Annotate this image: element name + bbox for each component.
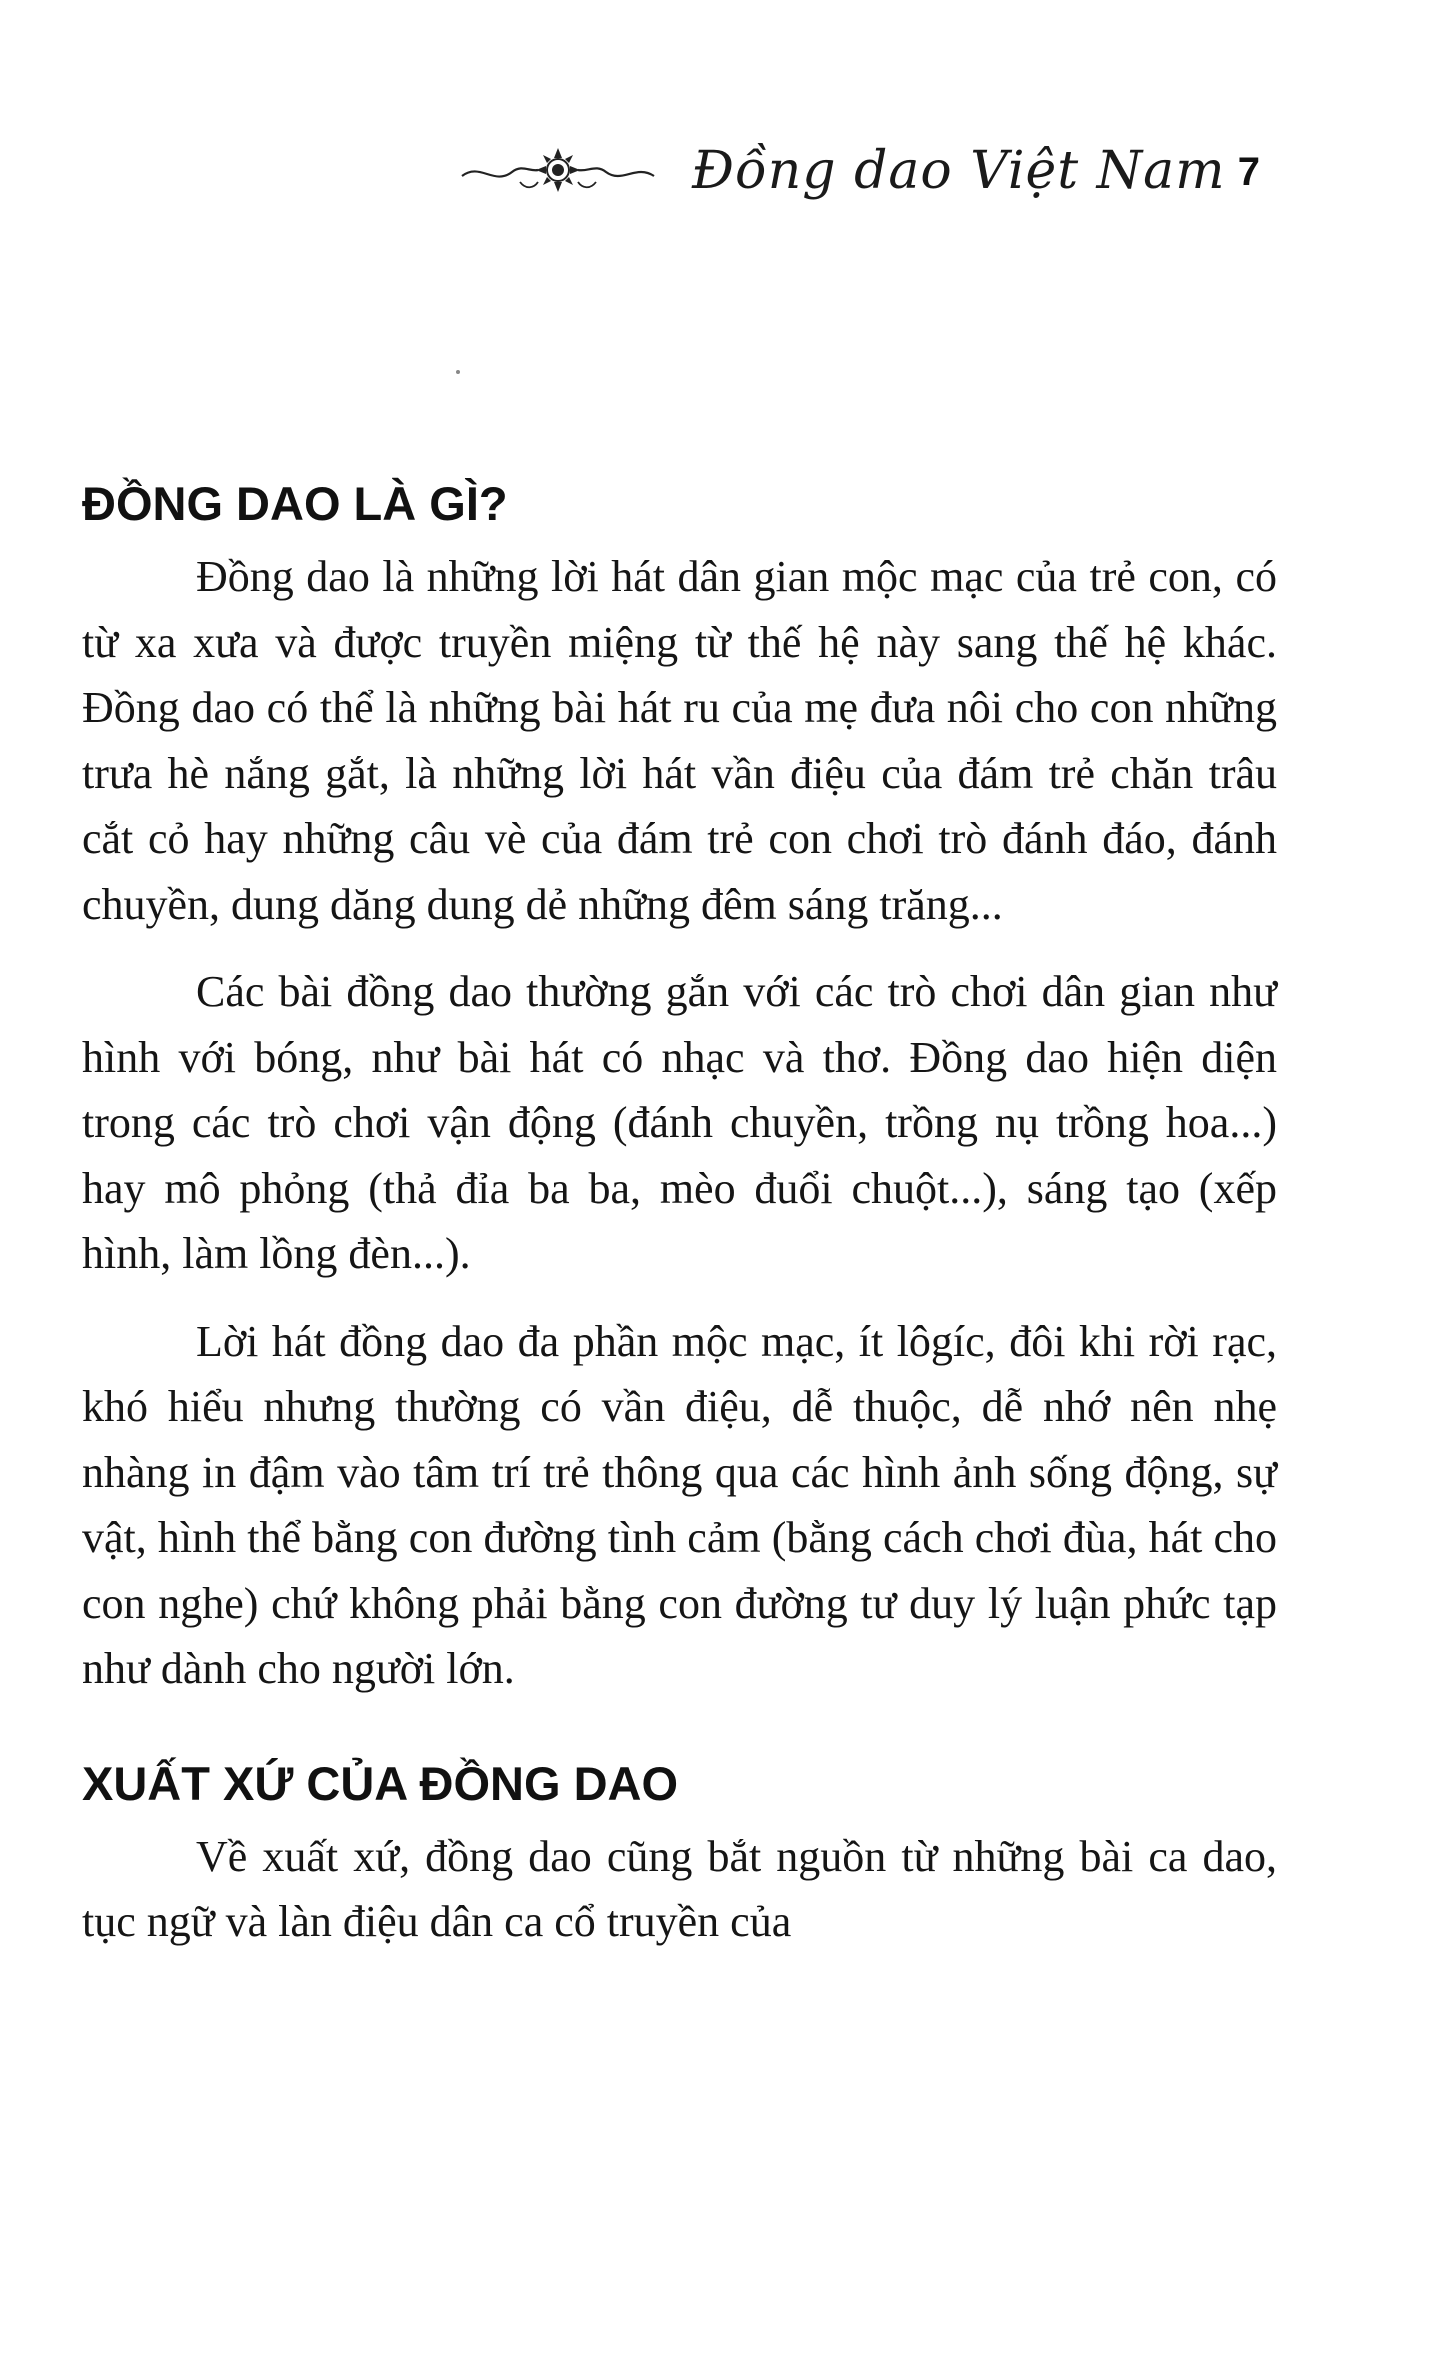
paragraph: Đồng dao là những lời hát dân gian mộc mạc của trẻ con, có từ xa xưa và được truyền miệng từ thế hệ này sang thế hệ khác. Đồng dao có thể là những bài hát ru của mẹ đưa nôi cho con những trưa hè nắng gắt, là những lời hát vần điệu của đám trẻ chăn trâu cắt cỏ hay những câu vè của đám trẻ con chơi trò đánh đáo, đánh chuyền, dung dăng dung dẻ những đêm sáng trăng... xyxy=(82,552,1277,929)
paragraph: Về xuất xứ, đồng dao cũng bắt nguồn từ những bài ca dao, tục ngữ và làn điệu dân ca cổ truyền của xyxy=(82,1831,1277,1946)
running-header xyxy=(460,138,1280,218)
section-heading: XUẤT XỨ CỦA ĐỒNG DAO xyxy=(82,1756,679,1810)
paragraph: Lời hát đồng dao đa phần mộc mạc, ít lôgíc, đôi khi rời rạc, khó hiểu nhưng thường có vần điệu, dễ thuộc, dễ nhớ nên nhẹ nhàng in đậm vào tâm trí trẻ thông qua các hình ảnh sống động, sự vật, hình thể bằng con đường tình cảm (bằng cách chơi đùa, hát cho con nghe) chứ không phải bằng con đường tư duy lý luận phức tạp như dành cho người lớn. xyxy=(82,1316,1277,1693)
text-column xyxy=(82,470,1277,1955)
section-heading: ĐỒNG DAO LÀ GÌ? xyxy=(82,477,508,530)
floral-ornament-icon xyxy=(460,142,656,202)
page-number: 7 xyxy=(1237,150,1260,194)
paragraph: Các bài đồng dao thường gắn với các trò chơi dân gian như hình với bóng, như bài hát có nhạc và thơ. Đồng dao hiện diện trong các trò chơi vận động (đánh chuyền, trồng nụ trồng hoa...) hay mô phỏng (thả đỉa ba ba, mèo đuổi chuột...), sáng tạo (xếp hình, làm lồng đèn...). xyxy=(82,967,1277,1278)
running-header-title: Đồng dao Việt Nam xyxy=(692,141,1226,201)
print-speck xyxy=(456,370,460,374)
